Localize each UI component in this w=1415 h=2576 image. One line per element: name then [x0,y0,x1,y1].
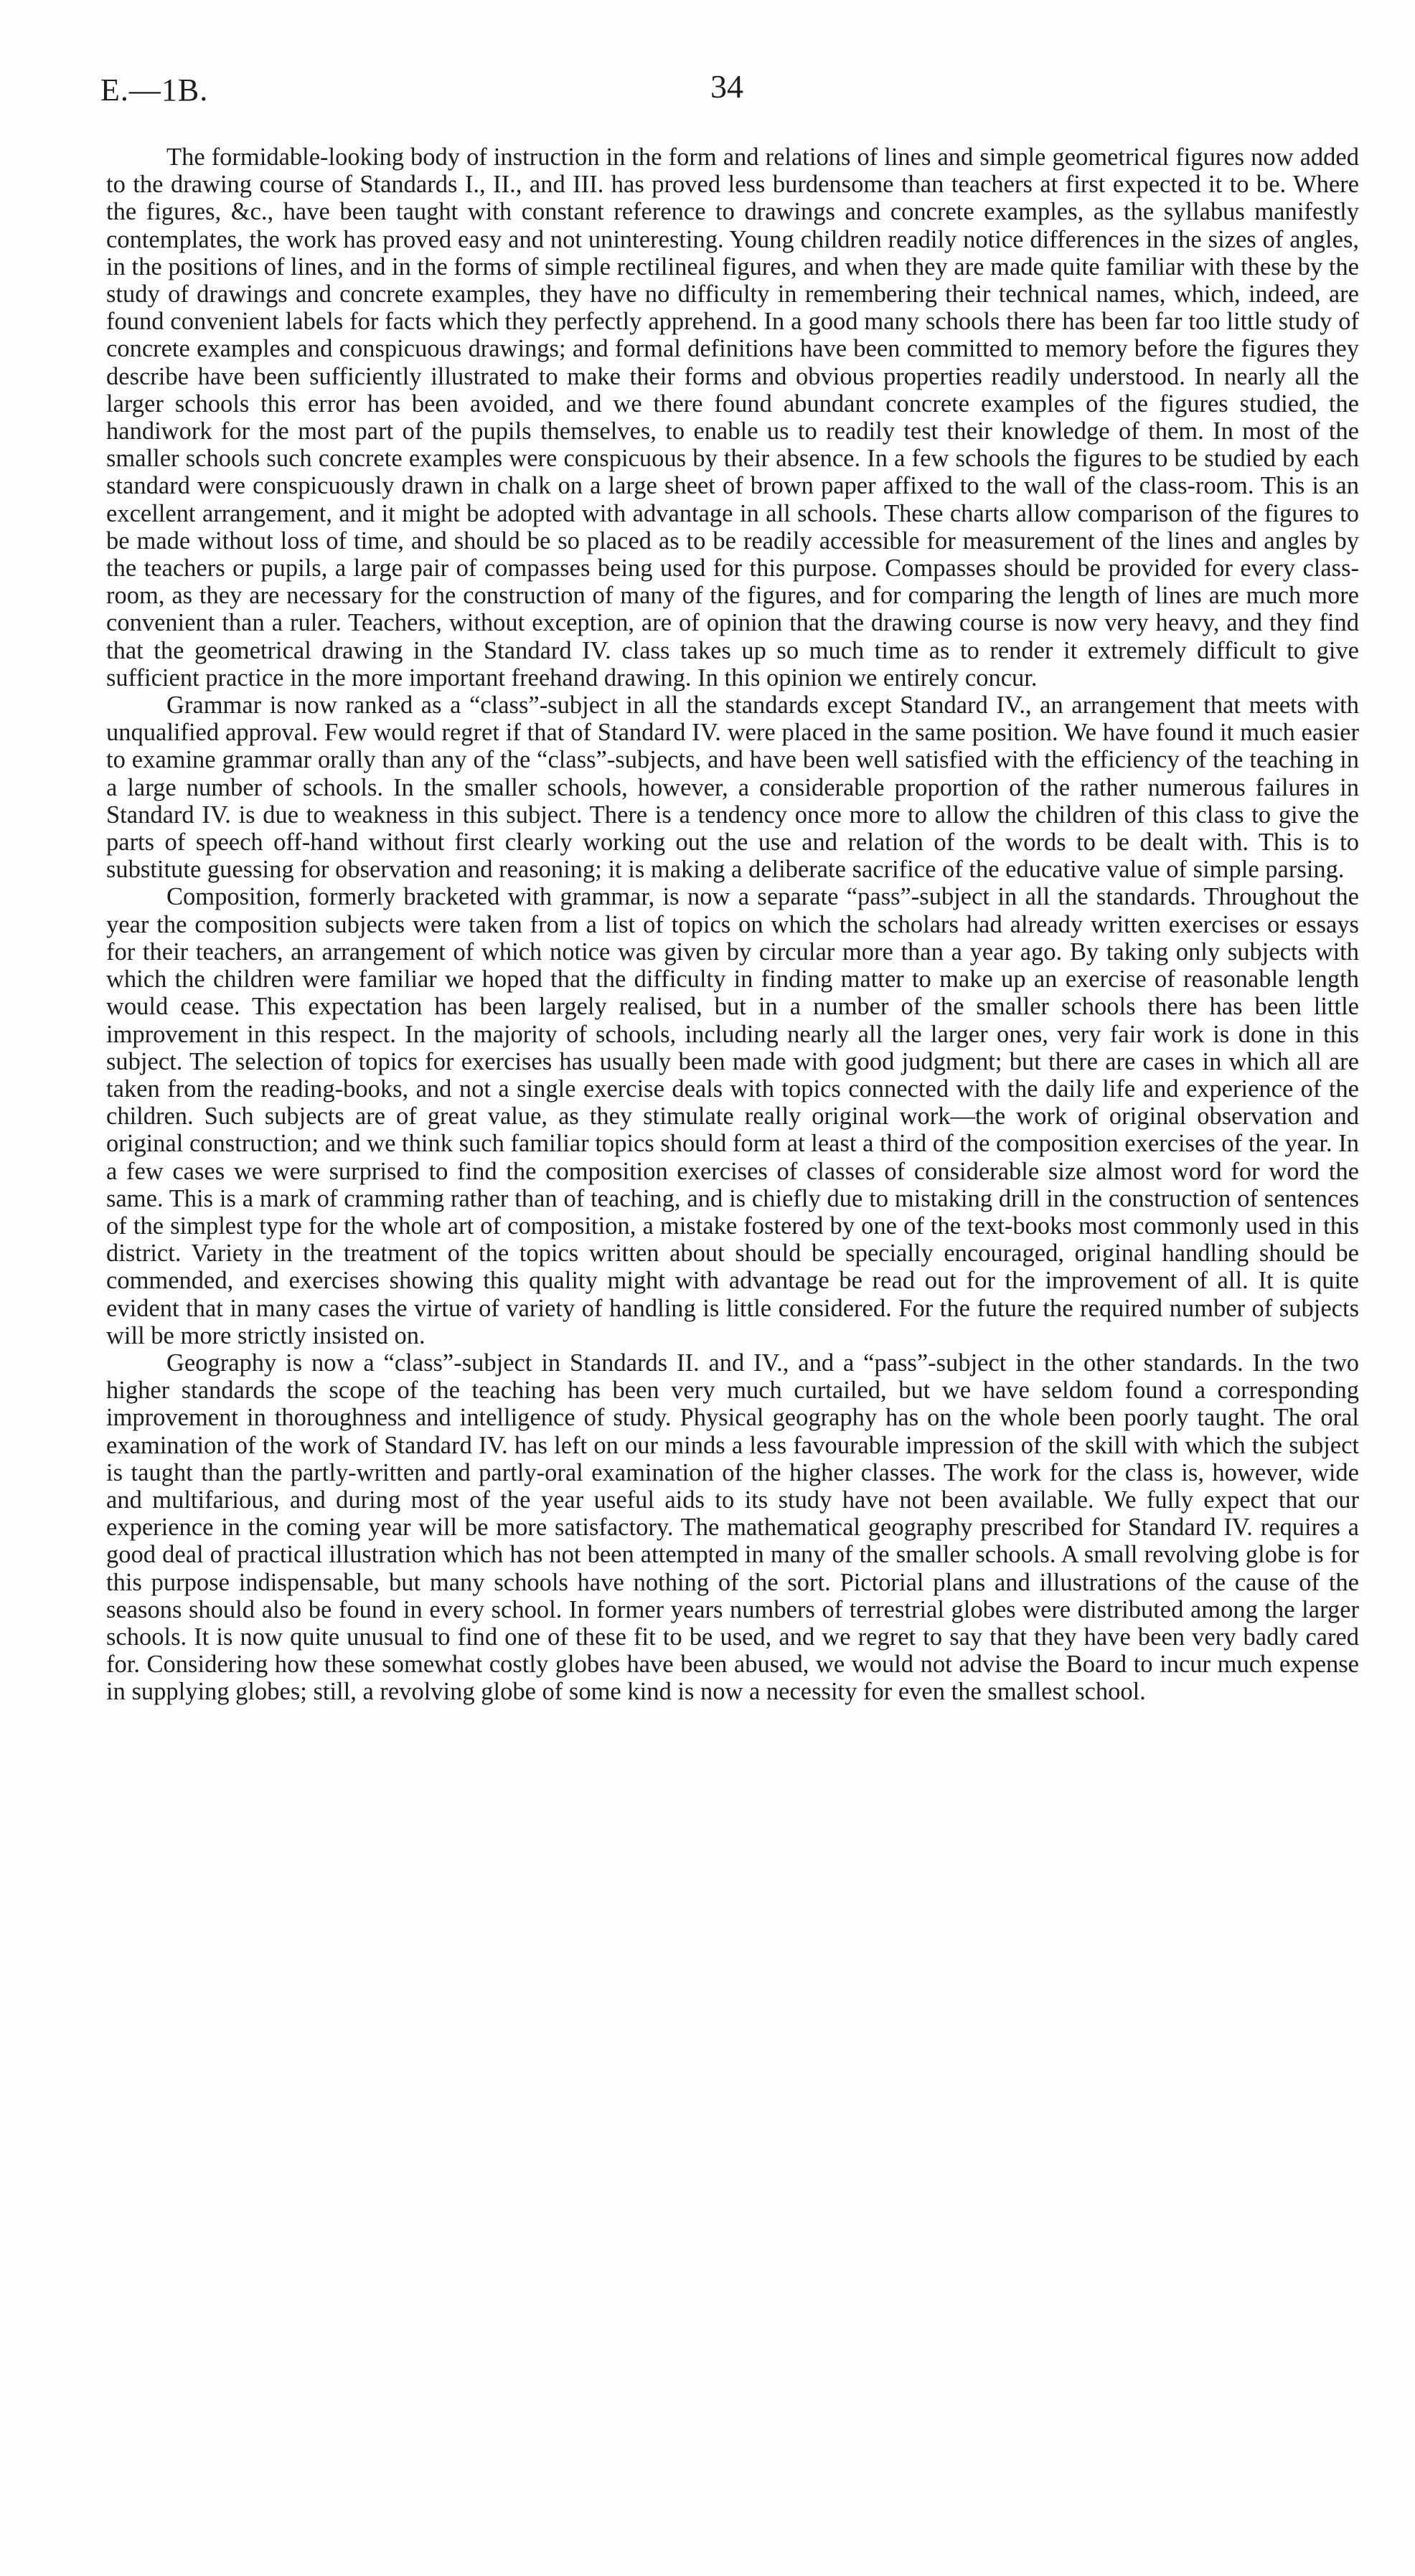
paragraph-composition: Composition, formerly bracketed with grammar, is now a separate “pass”-subject in all the standards. Throughout the year the composition subjects were taken from a list of topics on which the scholars had already written exercises or essays for their teachers, an arrangement of which notice was given by circular more than a year ago. By taking only subjects with which the children were familiar we hoped that the difficulty in finding matter to make up an exercise of reasonable length would cease. This expectation has been largely realised, but in a number of the smaller schools there has been little improvement in this respect. In the majority of schools, including nearly all the larger ones, very fair work is done in this subject. The selection of topics for exercises has usually been made with good judgment; but there are cases in which all are taken from the reading-books, and not a single exercise deals with topics connected with the daily life and experience of the children. Such subjects are of great value, as they stimulate really original work—the work of original observation and original construction; and we think such familiar topics should form at least a third of the composition exercises of the year. In a few cases we were surprised to find the composition exercises of classes of considerable size almost word for word the same. This is a mark of cramming rather than of teaching, and is chiefly due to mistaking drill in the construction of sentences of the simplest type for the whole art of composition, a mistake fostered by one of the text-books most commonly used in this district. Variety in the treatment of the topics written about should be specially encouraged, original handling should be commended, and exercises showing this quality might with advantage be read out for the improvement of all. It is quite evident that in many cases the virtue of variety of handling is little considered. For the future the required number of subjects will be more strictly insisted on. [106,883,1359,1349]
body-text [106,143,1359,1706]
paragraph-drawing: The formidable-looking body of instruction in the form and relations of lines and simple geometrical figures now added to the drawing course of Standards I., II., and III. has proved less burdensome than teachers at first expected it to be. Where the figures, &c., have been taught with constant reference to drawings and concrete examples, as the syllabus manifestly contemplates, the work has proved easy and not uninteresting. Young children readily notice differences in the sizes of angles, in the positions of lines, and in the forms of simple rectilineal figures, and when they are made quite familiar with these by the study of drawings and concrete examples, they have no difficulty in remembering their technical names, which, indeed, are found convenient labels for facts which they perfectly apprehend. In a good many schools there has been far too little study of concrete examples and conspicuous drawings; and formal definitions have been committed to memory before the figures they describe have been sufficiently illustrated to make their forms and obvious properties readily understood. In nearly all the larger schools this error has been avoided, and we there found abundant concrete examples of the figures studied, the handiwork for the most part of the pupils themselves, to enable us to readily test their knowledge of them. In most of the smaller schools such concrete examples were conspicuous by their absence. In a few schools the figures to be studied by each standard were conspicuously drawn in chalk on a large sheet of brown paper affixed to the wall of the class-room. This is an excellent arrangement, and it might be adopted with advantage in all schools. These charts allow comparison of the figures to be made without loss of time, and should be so placed as to be readily accessible for measurement of the lines and angles by the teachers or pupils, a large pair of compasses being used for this purpose. Compasses should be provided for every class-room, as they are necessary for the construction of many of the figures, and for comparing the length of lines are much more convenient than a ruler. Teachers, without exception, are of opinion that the drawing course is now very heavy, and they find that the geometrical drawing in the Standard IV. class takes up so much time as to render it extremely difficult to give sufficient practice in the more important freehand drawing. In this opinion we entirely concur. [106,143,1359,692]
page-header [100,68,1363,129]
paragraph-geography: Geography is now a “class”-subject in Standards II. and IV., and a “pass”-subject in the other standards. In the two higher standards the scope of the teaching has been very much curtailed, but we have seldom found a corresponding improvement in thoroughness and intelligence of study. Physical geography has on the whole been poorly taught. The oral examination of the work of Standard IV. has left on our minds a less favourable impression of the skill with which the subject is taught than the partly-written and partly-oral examination of the higher classes. The work for the class is, however, wide and multifarious, and during most of the year useful aids to its study have not been available. We fully expect that our experience in the coming year will be more satisfactory. The mathematical geography prescribed for Standard IV. requires a good deal of practical illustration which has not been attempted in many of the smaller schools. A small revolving globe is for this purpose indispensable, but many schools have nothing of the sort. Pictorial plans and illustrations of the cause of the seasons should also be found in every school. In former years numbers of terrestrial globes were distributed among the larger schools. It is now quite unusual to find one of these fit to be used, and we regret to say that they have been very badly cared for. Considering how these somewhat costly globes have been abused, we would not advise the Board to incur much expense in supplying globes; still, a revolving globe of some kind is now a necessity for even the smallest school. [106,1349,1359,1706]
page-number: 34 [710,68,743,105]
document-reference: E.—1B. [100,72,209,108]
paragraph-grammar: Grammar is now ranked as a “class”-subject in all the standards except Standard IV., an arrangement that meets with unqualified approval. Few would regret if that of Standard IV. were placed in the same position. We have found it much easier to examine grammar orally than any of the “class”-subjects, and have been well satisfied with the efficiency of the teaching in a large number of schools. In the smaller schools, however, a considerable proportion of the rather numerous failures in Standard IV. is due to weakness in this subject. There is a tendency once more to allow the children of this class to give the parts of speech off-hand without first clearly working out the use and relation of the words to be dealt with. This is to substitute guessing for observation and reasoning; it is making a deliberate sacrifice of the educative value of simple parsing. [106,692,1359,884]
